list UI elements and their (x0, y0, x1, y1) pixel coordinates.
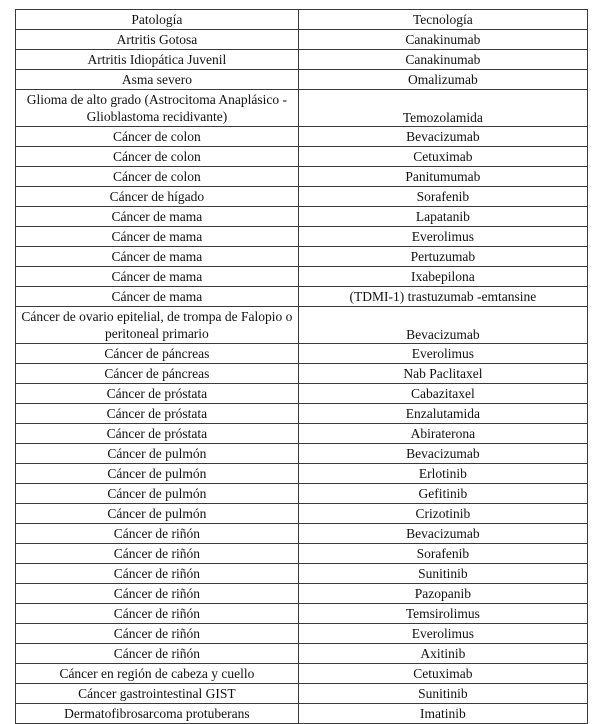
table-header-row (16, 10, 588, 30)
cell-patologia: Cáncer de riñón (16, 584, 299, 604)
cell-patologia: Cáncer de próstata (16, 384, 299, 404)
table-row (16, 30, 588, 50)
cell-tecnologia: Pertuzumab (298, 247, 587, 267)
table-row (16, 267, 588, 287)
cell-tecnologia: Sunitinib (298, 564, 587, 584)
cell-tecnologia: Omalizumab (298, 70, 587, 90)
cell-tecnologia: Panitumumab (298, 167, 587, 187)
cell-tecnologia: Bevacizumab (298, 127, 587, 147)
cell-tecnologia: Temsirolimus (298, 604, 587, 624)
table-row (16, 464, 588, 484)
table-row (16, 564, 588, 584)
cell-tecnologia: Bevacizumab (298, 444, 587, 464)
cell-patologia: Cáncer de riñón (16, 624, 299, 644)
table-row (16, 524, 588, 544)
cell-tecnologia: Temozolamida (298, 90, 587, 127)
cell-patologia: Cáncer de riñón (16, 604, 299, 624)
cell-patologia: Cáncer de próstata (16, 424, 299, 444)
cell-tecnologia: (TDMI-1) trastuzumab -emtansine (298, 287, 587, 307)
cell-patologia: Cáncer de colon (16, 147, 299, 167)
cell-patologia: Cáncer de pulmón (16, 484, 299, 504)
cell-patologia: Cáncer de riñón (16, 524, 299, 544)
cell-patologia: Cáncer de páncreas (16, 364, 299, 384)
cell-tecnologia: Enzalutamida (298, 404, 587, 424)
cell-tecnologia: Abiraterona (298, 424, 587, 444)
table-row (16, 444, 588, 464)
cell-patologia: Asma severo (16, 70, 299, 90)
cell-patologia: Cáncer de mama (16, 287, 299, 307)
cell-tecnologia: Pazopanib (298, 584, 587, 604)
cell-tecnologia: Sorafenib (298, 187, 587, 207)
table-row (16, 167, 588, 187)
cell-patologia: Cáncer de ovario epitelial, de trompa de Falopio o peritoneal primario (16, 307, 299, 344)
header-tecnologia: Tecnología (298, 10, 587, 30)
table-row (16, 644, 588, 664)
table-row (16, 127, 588, 147)
cell-patologia: Cáncer de riñón (16, 644, 299, 664)
cell-patologia: Cáncer de pulmón (16, 504, 299, 524)
cell-patologia: Cáncer de pulmón (16, 464, 299, 484)
table-row (16, 624, 588, 644)
cell-patologia: Cáncer de colon (16, 167, 299, 187)
table-row (16, 227, 588, 247)
cell-tecnologia: Axitinib (298, 644, 587, 664)
table-row (16, 404, 588, 424)
table-row (16, 364, 588, 384)
table-row (16, 424, 588, 444)
table-row (16, 384, 588, 404)
cell-patologia: Cáncer de páncreas (16, 344, 299, 364)
table-row (16, 484, 588, 504)
cell-tecnologia: Everolimus (298, 624, 587, 644)
cell-patologia: Cáncer de pulmón (16, 444, 299, 464)
cell-tecnologia: Erlotinib (298, 464, 587, 484)
cell-tecnologia: Crizotinib (298, 504, 587, 524)
cell-tecnologia: Cabazitaxel (298, 384, 587, 404)
cell-tecnologia: Sorafenib (298, 544, 587, 564)
cell-patologia: Cáncer de mama (16, 227, 299, 247)
cell-tecnologia: Lapatanib (298, 207, 587, 227)
table-row (16, 187, 588, 207)
cell-tecnologia: Canakinumab (298, 50, 587, 70)
cell-tecnologia: Bevacizumab (298, 307, 587, 344)
table-row (16, 344, 588, 364)
cell-patologia: Cáncer de próstata (16, 404, 299, 424)
table-row (16, 247, 588, 267)
table-row (16, 50, 588, 70)
table-body (16, 30, 588, 724)
table-row (16, 504, 588, 524)
pathology-technology-table (15, 9, 588, 724)
cell-tecnologia: Everolimus (298, 227, 587, 247)
cell-tecnologia: Nab Paclitaxel (298, 364, 587, 384)
cell-patologia: Cáncer de colon (16, 127, 299, 147)
cell-patologia: Cáncer de mama (16, 247, 299, 267)
cell-patologia: Cáncer de mama (16, 207, 299, 227)
cell-patologia: Artritis Gotosa (16, 30, 299, 50)
cell-tecnologia: Ixabepilona (298, 267, 587, 287)
table-row (16, 307, 588, 344)
cell-tecnologia: Bevacizumab (298, 524, 587, 544)
cell-tecnologia: Canakinumab (298, 30, 587, 50)
cell-patologia: Artritis Idiopática Juvenil (16, 50, 299, 70)
cell-patologia: Glioma de alto grado (Astrocitoma Anaplásico - Glioblastoma recidivante) (16, 90, 299, 127)
table-row (16, 287, 588, 307)
cell-tecnologia: Cetuximab (298, 147, 587, 167)
table-row (16, 604, 588, 624)
cell-tecnologia: Imatinib (298, 704, 587, 724)
cell-tecnologia: Gefitinib (298, 484, 587, 504)
cell-patologia: Cáncer de mama (16, 267, 299, 287)
cell-patologia: Cáncer de riñón (16, 564, 299, 584)
table-row (16, 207, 588, 227)
cell-patologia: Cáncer en región de cabeza y cuello (16, 664, 299, 684)
cell-tecnologia: Sunitinib (298, 684, 587, 704)
cell-patologia: Cáncer de hígado (16, 187, 299, 207)
table-row (16, 70, 588, 90)
cell-tecnologia: Cetuximab (298, 664, 587, 684)
cell-patologia: Cáncer de riñón (16, 544, 299, 564)
table-row (16, 584, 588, 604)
header-patologia: Patología (16, 10, 299, 30)
table-row (16, 664, 588, 684)
table-row (16, 544, 588, 564)
table-row (16, 684, 588, 704)
table-row (16, 704, 588, 724)
cell-patologia: Dermatofibrosarcoma protuberans (16, 704, 299, 724)
table-row (16, 147, 588, 167)
cell-tecnologia: Everolimus (298, 344, 587, 364)
table-row (16, 90, 588, 127)
cell-patologia: Cáncer gastrointestinal GIST (16, 684, 299, 704)
